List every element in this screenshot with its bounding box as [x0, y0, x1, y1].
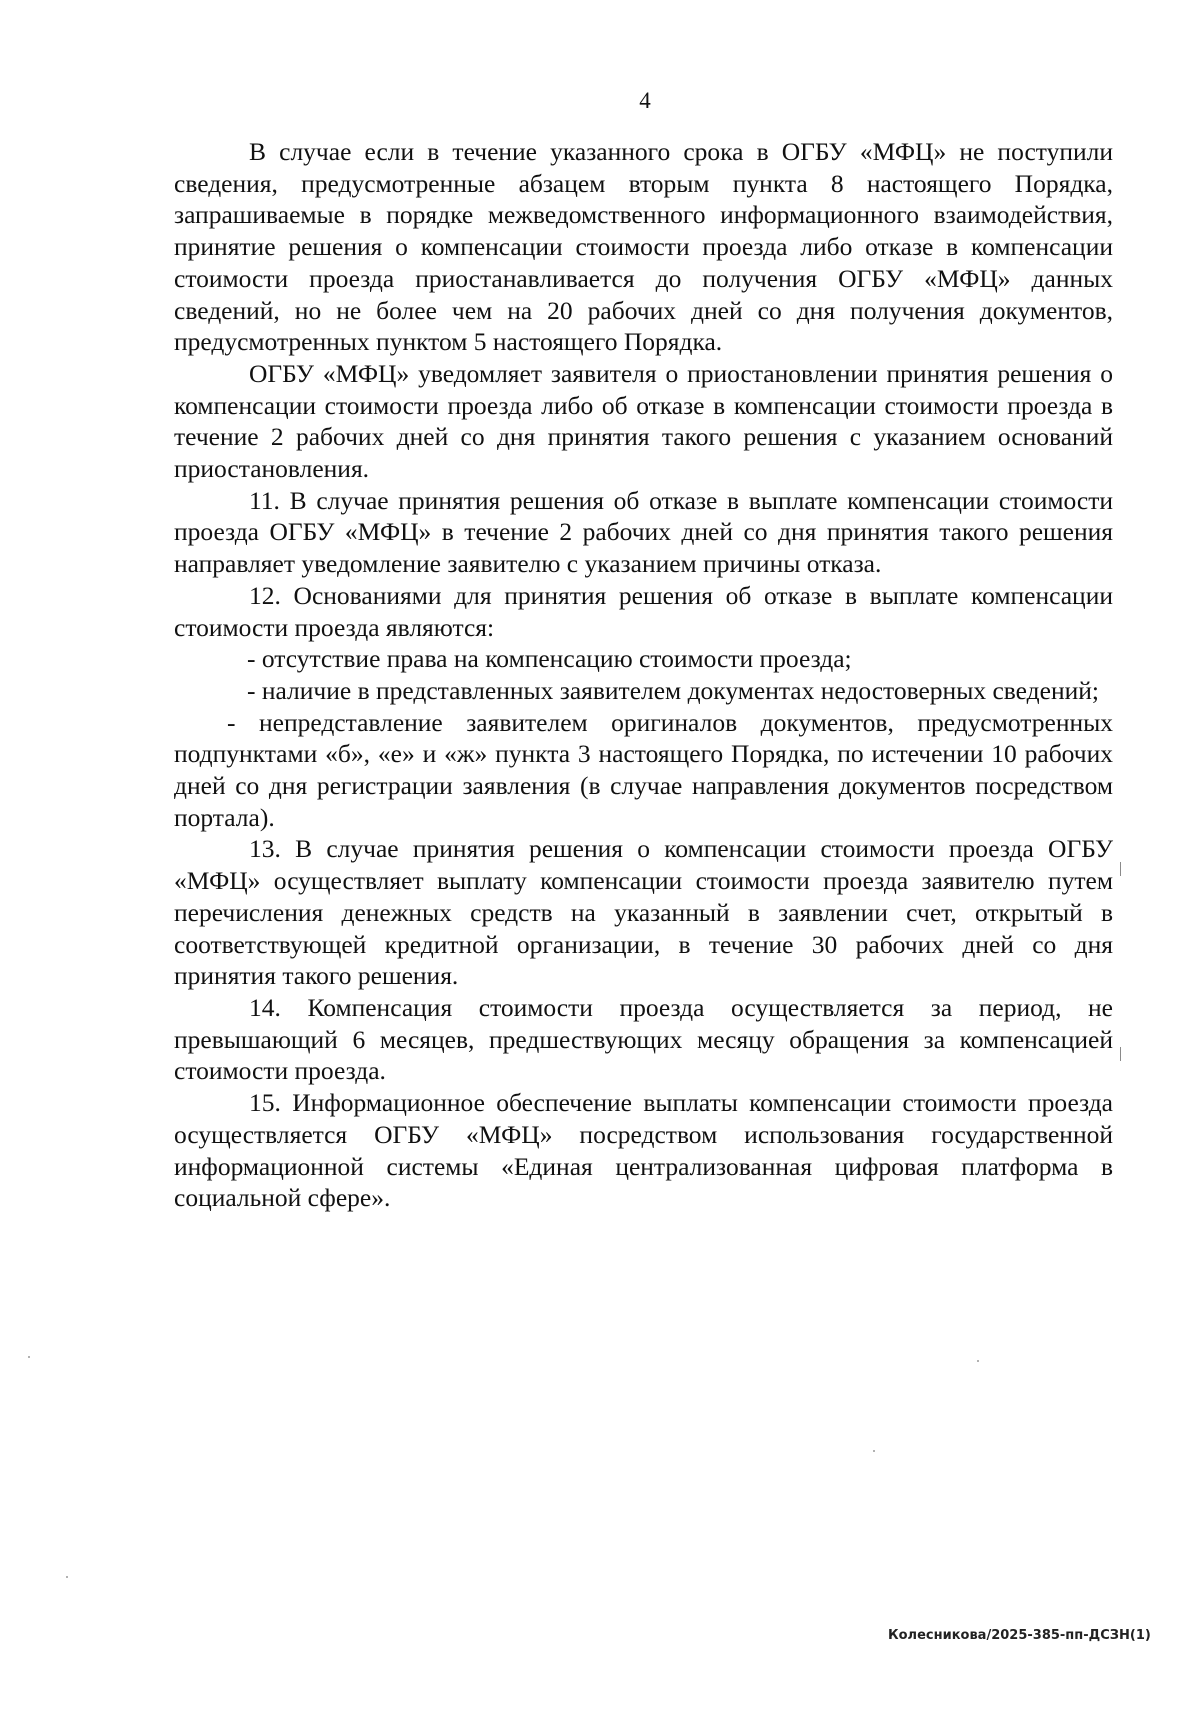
scan-artifact-mark: [1120, 1047, 1121, 1061]
document-body: [174, 136, 1113, 1214]
paragraph-item-15: 15. Информационное обеспечение выплаты компенсации стоимости проезда осуществляется ОГБУ «МФЦ» посредством использования государственной информационной системы «Единая централизованная цифровая платформа в социальной сфере».: [174, 1088, 1113, 1213]
list-item-false-info: - наличие в представленных заявителем документах недостоверных сведений;: [247, 675, 1099, 705]
paragraph-item-13: 13. В случае принятия решения о компенсации стоимости проезда ОГБУ «МФЦ» осуществляет выплату компенсации стоимости проезда заявителю путем перечисления денежных средств на указанный в заявлении счет, открытый в соответствующей кредитной организации, в течение 30 рабочих дней со дня принятия такого решения.: [174, 834, 1113, 991]
scan-artifact-mark: [1120, 862, 1121, 876]
list-item-no-right: - отсутствие права на компенсацию стоимости проезда;: [247, 644, 852, 674]
paragraph-item-11: 11. В случае принятия решения об отказе в выплате компенсации стоимости проезда ОГБУ «МФЦ» в течение 2 рабочих дней со дня принятия такого решения направляет уведомление заявителю с указанием причины отказа.: [174, 485, 1113, 579]
page-number: 4: [639, 88, 651, 113]
scan-artifact-dot: [873, 1450, 875, 1452]
paragraph-suspension-info: В случае если в течение указанного срока в ОГБУ «МФЦ» не поступили сведения, предусмотренные абзацем вторым пункта 8 настоящего Порядка, запрашиваемые в порядке межведомственного информационного взаимодействия, принятие решения о компенсации стоимости проезда либо отказе в компенсации стоимости проезда приостанавливается до получения ОГБУ «МФЦ» данных сведений, но не более чем на 20 рабочих дней со дня получения документов, предусмотренных пунктом 5 настоящего Порядка.: [174, 137, 1113, 357]
scan-artifact-dot: [28, 1356, 30, 1358]
paragraph-item-12: 12. Основаниями для принятия решения об отказе в выплате компенсации стоимости проезда являются:: [174, 580, 1113, 642]
scan-artifact-dot: [66, 1576, 68, 1578]
scan-artifact-dot: [977, 1360, 979, 1362]
paragraph-item-14: 14. Компенсация стоимости проезда осуществляется за период, не превышающий 6 месяцев, предшествующих месяцу обращения за компенсацией стоимости проезда.: [174, 992, 1113, 1086]
document-footer-code: Колесникова/2025-385-пп-ДСЗН(1): [888, 1628, 1151, 1643]
list-item-no-originals: - непредставление заявителем оригиналов документов, предусмотренных подпунктами «б», «е» и «ж» пункта 3 настоящего Порядка, по истечении 10 рабочих дней со дня регистрации заявления (в случае направления документов посредством портала).: [174, 707, 1113, 832]
paragraph-notify-suspension: ОГБУ «МФЦ» уведомляет заявителя о приостановлении принятия решения о компенсации стоимости проезда либо об отказе в компенсации стоимости проезда в течение 2 рабочих дней со дня принятия такого решения с указанием оснований приостановления.: [174, 358, 1113, 484]
